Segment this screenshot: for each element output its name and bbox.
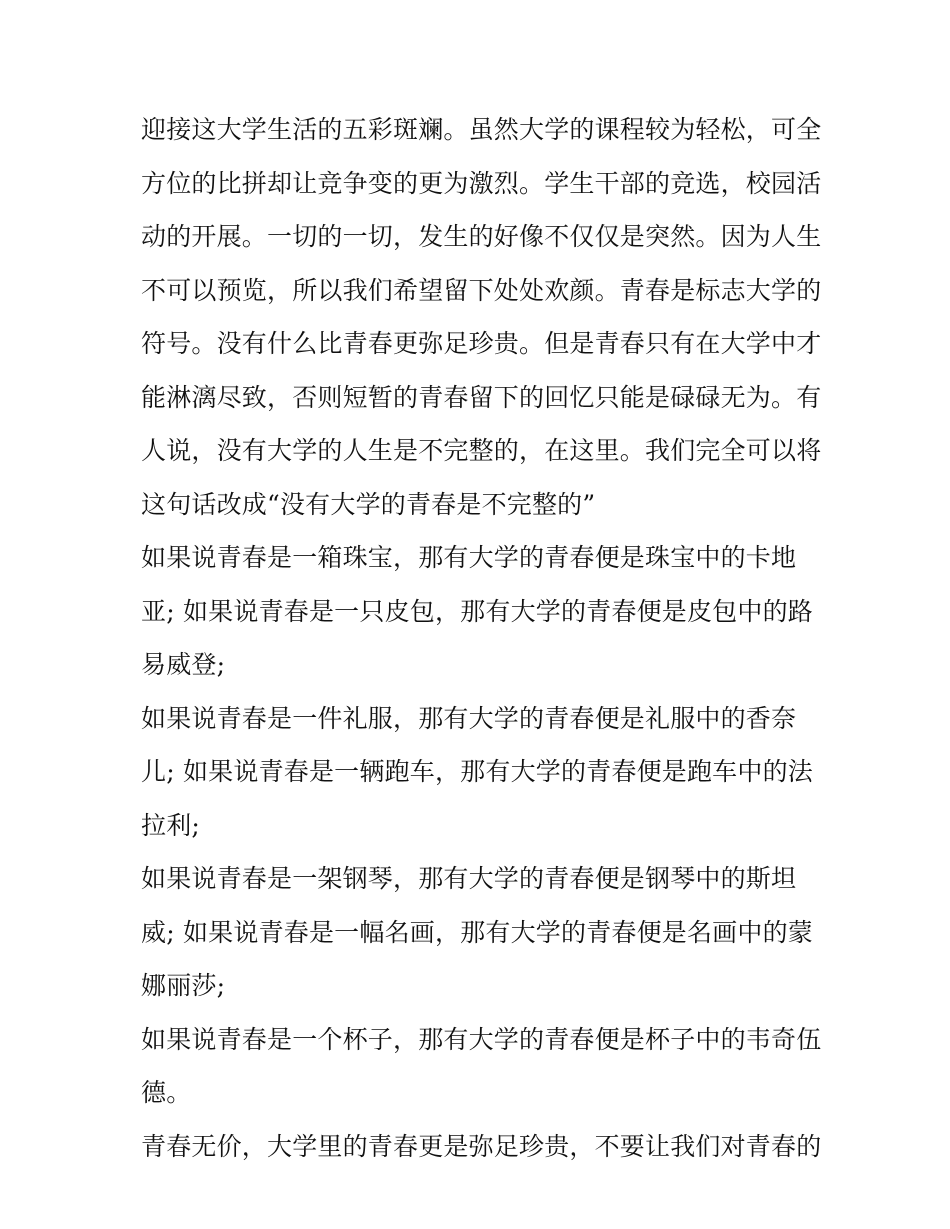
text-line: 能淋漓尽致，否则短暂的青春留下的回忆只能是碌碌无为。有: [141, 382, 822, 412]
text-line: 动的开展。一切的一切，发生的好像不仅仅是突然。因为人生: [141, 222, 822, 251]
document-body: [141, 103, 821, 1173]
text-line: 迎接这大学生活的五彩斑斓。虽然大学的课程较为轻松，可全: [141, 115, 822, 144]
text-line: 娜丽莎;: [141, 971, 226, 1000]
text-line: 易威登;: [141, 650, 226, 679]
text-line: 人说，没有大学的人生是不完整的，在这里。我们完全可以将: [141, 436, 822, 465]
text-line: 拉利;: [141, 810, 201, 840]
text-line: 如果说青春是一件礼服，那有大学的青春便是礼服中的香奈: [141, 703, 797, 733]
text-line: 儿; 如果说青春是一辆跑车，那有大学的青春便是跑车中的法: [141, 757, 813, 786]
text-line: 符号。没有什么比青春更弥足珍贵。但是青春只有在大学中才: [141, 329, 822, 358]
text-line: 如果说青春是一个杯子，那有大学的青春便是杯子中的韦奇伍: [141, 1024, 822, 1054]
text-line: 青春无价，大学里的青春更是弥足珍贵，不要让我们对青春的: [141, 1131, 822, 1161]
text-line: 如果说青春是一架钢琴，那有大学的青春便是钢琴中的斯坦: [141, 864, 797, 893]
text-line: 方位的比拼却让竞争变的更为激烈。学生干部的竞选，校园活: [141, 168, 822, 198]
text-line: 亚; 如果说青春是一只皮包，那有大学的青春便是皮包中的路: [141, 596, 813, 626]
text-line: 如果说青春是一箱珠宝，那有大学的青春便是珠宝中的卡地: [141, 543, 797, 572]
text-line: 威; 如果说青春是一幅名画，那有大学的青春便是名画中的蒙: [141, 917, 813, 947]
text-line: 德。: [141, 1078, 192, 1107]
text-line: 不可以预览，所以我们希望留下处处欢颜。青春是标志大学的: [141, 275, 822, 305]
text-line: 这句话改成“没有大学的青春是不完整的”: [141, 489, 596, 519]
